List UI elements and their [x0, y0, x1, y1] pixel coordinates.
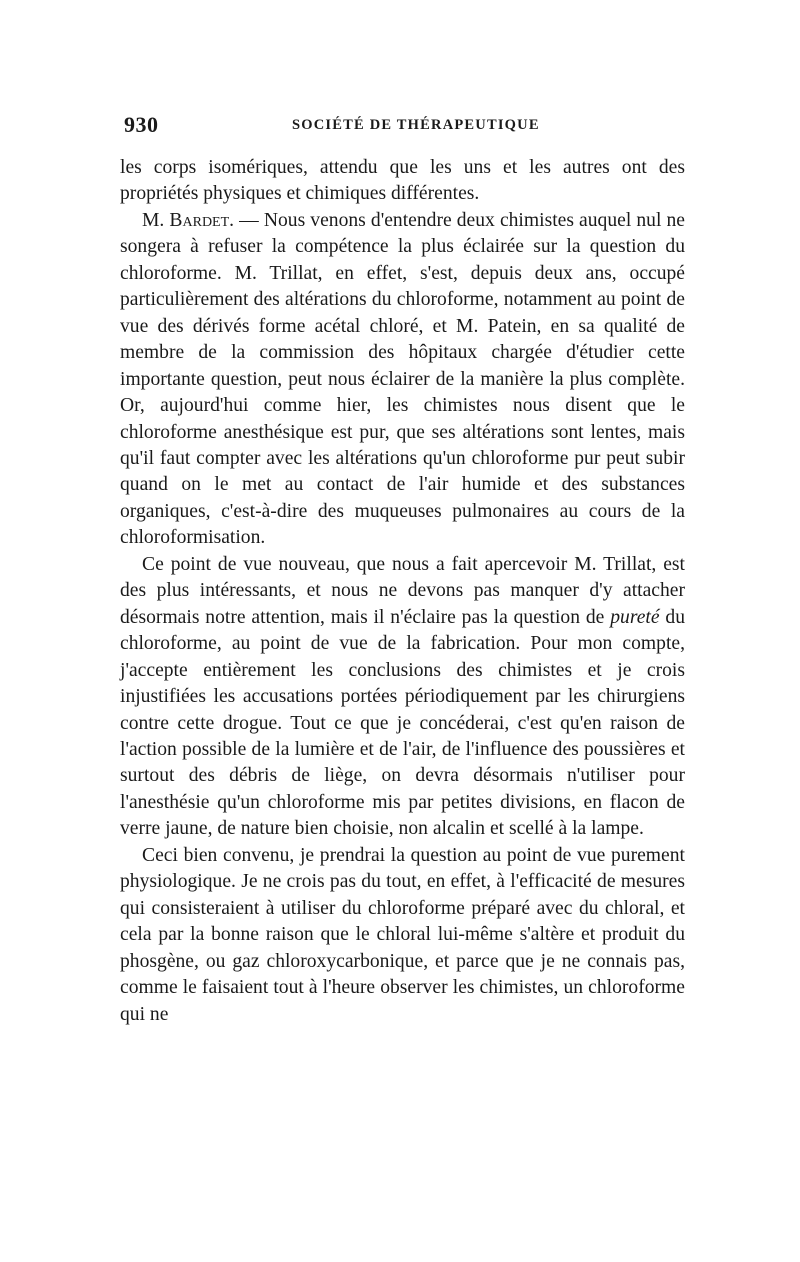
paragraph-text: . — Nous venons d'entendre deux chimistes auquel nul ne songera à refuser la compétence la plus éclairée sur la question du chloroforme. M. Trillat, en effet, s'est, depuis deux ans, occupé particulièrement des altérations du chloroforme, notamment au point de vue des dérivés forme acétal chloré, et M. Patein, en sa qualité de membre de la commission des hôpitaux chargée d'étudier cette importante question, peut nous éclairer de la manière la plus complète. Or, aujourd'hui comme hier, les chimistes nous disent que le chloroforme anesthésique est pur, que ses altérations sont lentes, mais qu'il faut compter avec les altérations qu'un chloroforme pur peut subir quand on le met au contact de l'air humide et des substances organiques, c'est-à-dire des muqueuses pulmonaires au cours de la chloroformisation. — [120, 209, 685, 549]
paragraph-bardet — [120, 208, 685, 552]
paragraph-text: Ceci bien convenu, je prendrai la question au point de vue purement physiologique. Je ne crois pas du tout, en effet, à l'efficacité de mesures qui consisteraient à utiliser du chloroforme préparé avec du chloral, et cela par la bonne raison que le chloral lui-même s'altère et produit du phosgène, ou gaz chloroxycarbonique, et parce que je ne connais pas, comme le faisaient tout à l'heure observer les chimistes, un chloroforme qui ne — [120, 844, 685, 1025]
page-number: 930 — [124, 112, 159, 137]
running-title: SOCIÉTÉ DE THÉRAPEUTIQUE — [292, 117, 540, 133]
page-header — [124, 112, 686, 140]
speaker-prefix: M. — [142, 209, 170, 231]
body-text — [120, 155, 685, 1028]
paragraph-text: les corps isomériques, attendu que les uns et les autres ont des propriétés physiques et chimiques différentes. — [120, 157, 685, 205]
paragraph-text-before: Ce point de vue nouveau, que nous a fait apercevoir M. Trillat, est des plus intéressants, et nous ne devons pas manquer d'y attacher désormais notre attention, mais il n'éclaire pas la question de — [120, 553, 685, 628]
speaker-name: Bardet — [169, 209, 230, 231]
paragraph-continuation — [120, 155, 685, 208]
paragraph-ceci — [120, 843, 685, 1028]
paragraph-text-after: du chloroforme, au point de vue de la fabrication. Pour mon compte, j'accepte entièrement les conclusions des chimistes et je crois injustifiées les accusations portées périodiquement par les chirurgiens contre cette drogue. Tout ce que je concéderai, c'est qu'en raison de l'action possible de la lumière et de l'air, de l'influence des poussières et surtout des débris de liège, on devra désormais n'utiliser pour l'anesthésie qu'un chloroforme mis par petites divisions, en flacon de verre jaune, de nature bien choisie, non alcalin et scellé à la lampe. — [120, 606, 686, 840]
paragraph-point-de-vue — [120, 552, 685, 843]
emphasis-purete: pureté — [610, 606, 660, 628]
